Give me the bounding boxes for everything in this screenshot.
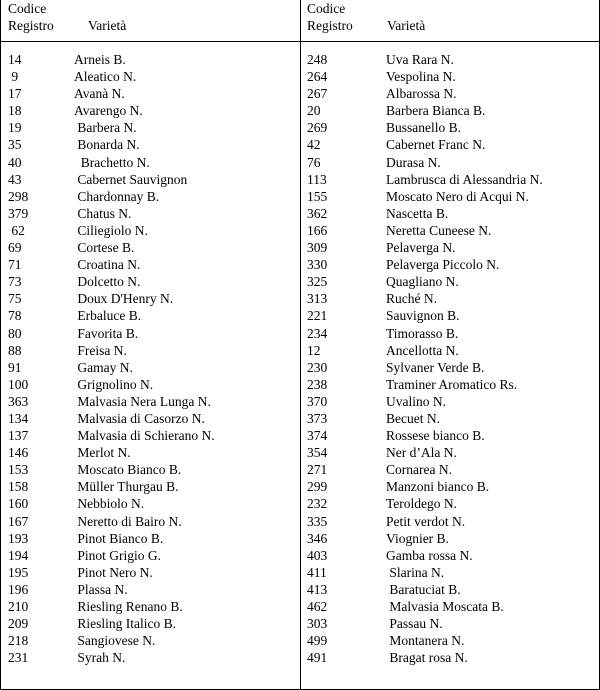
variety-name: Ruché N. [386, 291, 437, 307]
table-row [8, 102, 298, 119]
variety-name: Doux D'Henry N. [74, 291, 174, 307]
variety-name: Malvasia Nera Lunga N. [74, 393, 211, 409]
table-row [8, 410, 298, 427]
register-code: 20 [307, 103, 321, 119]
variety-name: Albarossa N. [386, 86, 457, 102]
table-row [8, 444, 298, 461]
table-row [307, 171, 597, 188]
register-code: 325 [307, 274, 328, 290]
register-code: 158 [8, 479, 29, 495]
table-row [8, 530, 298, 547]
register-code: 313 [307, 291, 328, 307]
register-code: 491 [307, 650, 328, 666]
table-row [307, 51, 597, 68]
register-code: 269 [307, 120, 328, 136]
register-code: 230 [307, 359, 328, 375]
table-row [307, 68, 597, 85]
register-code: 155 [307, 188, 328, 204]
table-row [307, 513, 597, 530]
table-row [8, 632, 298, 649]
register-code: 42 [307, 137, 321, 153]
register-code: 76 [307, 154, 321, 170]
table-row [8, 615, 298, 632]
register-code: 167 [8, 513, 29, 529]
register-code: 403 [307, 547, 328, 563]
table-row [307, 495, 597, 512]
left-column-rows [8, 51, 298, 666]
table-row [307, 581, 597, 598]
variety-name: Grignolino N. [74, 376, 154, 392]
register-code: 210 [8, 599, 29, 614]
variety-name: Sangiovese N. [74, 633, 156, 649]
variety-name: Plassa N. [74, 581, 128, 597]
right-code-header-line1: Codice [307, 1, 346, 16]
variety-name: Neretto di Bairo N. [74, 513, 182, 529]
register-code: 153 [8, 462, 29, 478]
table-row [8, 547, 298, 564]
table-row [8, 222, 298, 239]
variety-name: Gamba rossa N. [386, 547, 473, 563]
register-code: 363 [8, 393, 29, 409]
register-code: 18 [8, 103, 22, 119]
variety-name: Avarengo N. [74, 103, 143, 119]
variety-name: Sylvaner Verde B. [386, 359, 485, 375]
register-code: 373 [307, 410, 328, 426]
variety-name: Müller Thurgau B. [74, 479, 179, 495]
register-code: 238 [307, 376, 328, 392]
table-row [307, 119, 597, 136]
variety-name: Cabernet Sauvignon [74, 171, 188, 187]
table-row [307, 632, 597, 649]
register-code: 137 [8, 428, 29, 444]
right-code-header-line2: Registro [307, 18, 353, 33]
variety-name: Freisa N. [74, 342, 127, 358]
table-row [307, 598, 597, 615]
left-code-header-line2: Registro [8, 18, 54, 33]
table-row [8, 376, 298, 393]
register-code: 298 [8, 188, 29, 204]
variety-name: Uva Rara N. [386, 52, 454, 67]
variety-name: Brachetto N. [74, 154, 150, 170]
column-divider [300, 0, 301, 689]
variety-name: Riesling Renano B. [74, 599, 183, 614]
table-row [8, 495, 298, 512]
table-row [307, 649, 597, 666]
register-code: 309 [307, 240, 328, 256]
variety-name: Malvasia Moscata B. [386, 599, 504, 614]
variety-name: Uvalino N. [386, 393, 446, 409]
register-code: 40 [8, 154, 22, 170]
variety-name: Gamay N. [74, 359, 133, 375]
register-code: 218 [8, 633, 29, 649]
register-code: 248 [307, 52, 328, 67]
table-row [307, 222, 597, 239]
table-row [307, 205, 597, 222]
table-row [307, 102, 597, 119]
register-code: 411 [307, 564, 327, 580]
register-code: 146 [8, 445, 29, 461]
register-code: 14 [8, 52, 22, 67]
variety-name: Pinot Grigio G. [74, 547, 162, 563]
variety-name: Pelaverga Piccolo N. [386, 257, 500, 273]
variety-name: Quagliano N. [386, 274, 459, 290]
table-row [307, 393, 597, 410]
variety-name: Teroldego N. [386, 496, 458, 512]
table-row [307, 410, 597, 427]
table-row [307, 273, 597, 290]
register-code: 9 [8, 69, 19, 85]
variety-name: Baratuciat B. [386, 581, 461, 597]
register-code: 362 [307, 205, 328, 221]
table-row [307, 444, 597, 461]
variety-name: Syrah N. [74, 650, 126, 666]
table-row [8, 461, 298, 478]
register-code: 209 [8, 616, 29, 632]
register-code: 271 [307, 462, 328, 478]
table-row [8, 136, 298, 153]
register-code: 35 [8, 137, 22, 153]
table-row [8, 307, 298, 324]
variety-name: Aleatico N. [74, 69, 137, 85]
table-row [8, 273, 298, 290]
variety-name: Lambrusca di Alessandria N. [386, 171, 543, 187]
register-code: 330 [307, 257, 328, 273]
register-code: 196 [8, 581, 29, 597]
right-code-header [307, 0, 377, 34]
register-code: 100 [8, 376, 29, 392]
register-code: 232 [307, 496, 328, 512]
table-row [307, 376, 597, 393]
table-row [8, 513, 298, 530]
table-row [8, 68, 298, 85]
register-code: 335 [307, 513, 328, 529]
table-row [307, 478, 597, 495]
right-column-rows [307, 51, 597, 666]
variety-name: Ciliegiolo N. [74, 222, 148, 238]
register-code: 166 [307, 222, 328, 238]
variety-name: Viognier B. [386, 530, 449, 546]
register-code: 80 [8, 325, 22, 341]
variety-name: Arneis B. [74, 52, 126, 67]
variety-name: Nebbiolo N. [74, 496, 145, 512]
variety-name: Erbaluce B. [74, 308, 142, 324]
table-row [307, 154, 597, 171]
register-code: 231 [8, 650, 29, 666]
table-row [8, 649, 298, 666]
register-code: 370 [307, 393, 328, 409]
register-code: 195 [8, 564, 29, 580]
variety-name: Chatus N. [74, 205, 132, 221]
register-code: 71 [8, 257, 22, 273]
table-row [8, 205, 298, 222]
register-code: 354 [307, 445, 328, 461]
variety-name: Traminer Aromatico Rs. [386, 376, 518, 392]
variety-name: Favorita B. [74, 325, 139, 341]
register-code: 12 [307, 342, 321, 358]
variety-name: Neretta Cuneese N. [386, 222, 492, 238]
variety-name: Sauvignon B. [386, 308, 460, 324]
table-row [8, 154, 298, 171]
variety-name: Cortese B. [74, 240, 135, 256]
variety-name: Bussanello B. [386, 120, 462, 136]
variety-name: Barbera N. [74, 120, 137, 136]
table-row [8, 393, 298, 410]
table-row [8, 188, 298, 205]
variety-name: Becuet N. [386, 410, 440, 426]
variety-name: Cornarea N. [386, 462, 452, 478]
variety-name: Barbera Bianca B. [386, 103, 486, 119]
table-row [8, 256, 298, 273]
header-rule [1, 41, 599, 42]
register-code: 88 [8, 342, 22, 358]
variety-name: Rossese bianco B. [386, 428, 485, 444]
variety-name: Malvasia di Schierano N. [74, 428, 215, 444]
table-row [307, 307, 597, 324]
table-row [8, 427, 298, 444]
variety-name: Pinot Bianco B. [74, 530, 164, 546]
variety-name: Cabernet Franc N. [386, 137, 486, 153]
register-code: 221 [307, 308, 328, 324]
register-code: 234 [307, 325, 328, 341]
register-code: 69 [8, 240, 22, 256]
variety-name: Passau N. [386, 616, 443, 632]
table-row [8, 85, 298, 102]
table-row [307, 85, 597, 102]
table-row [8, 581, 298, 598]
table-row [8, 359, 298, 376]
register-code: 462 [307, 599, 328, 614]
variety-name: Slarina N. [386, 564, 445, 580]
left-variety-header: Varietà [88, 18, 127, 33]
register-code: 91 [8, 359, 22, 375]
variety-name: Durasa N. [386, 154, 441, 170]
table-row [307, 427, 597, 444]
variety-name: Pinot Nero N. [74, 564, 153, 580]
variety-name: Chardonnay B. [74, 188, 160, 204]
table-row [307, 615, 597, 632]
table-row [307, 359, 597, 376]
register-code: 303 [307, 616, 328, 632]
register-code: 62 [8, 222, 25, 238]
register-code: 75 [8, 291, 22, 307]
register-code: 113 [307, 171, 327, 187]
table-row [307, 290, 597, 307]
table-row [307, 239, 597, 256]
variety-name: Dolcetto N. [74, 274, 141, 290]
table-row [8, 564, 298, 581]
table-row [307, 461, 597, 478]
variety-name: Timorasso B. [386, 325, 459, 341]
register-code: 193 [8, 530, 29, 546]
variety-name: Bonarda N. [74, 137, 140, 153]
table-row [8, 342, 298, 359]
register-code: 194 [8, 547, 29, 563]
register-code: 267 [307, 86, 328, 102]
variety-name: Nascetta B. [386, 205, 449, 221]
register-code: 374 [307, 428, 328, 444]
table-row [8, 51, 298, 68]
variety-name: Manzoni bianco B. [386, 479, 490, 495]
table-row [307, 547, 597, 564]
table-row [8, 119, 298, 136]
register-code: 379 [8, 205, 29, 221]
variety-name: Petit verdot N. [386, 513, 466, 529]
table-row [307, 256, 597, 273]
right-variety-header: Varietà [387, 18, 426, 33]
table-row [307, 530, 597, 547]
variety-name: Montanera N. [386, 633, 465, 649]
left-code-header-line1: Codice [8, 1, 47, 16]
register-code: 19 [8, 120, 22, 136]
register-code: 160 [8, 496, 29, 512]
register-code: 264 [307, 69, 328, 85]
variety-name: Moscato Nero di Acqui N. [386, 188, 529, 204]
variety-name: Malvasia di Casorzo N. [74, 410, 205, 426]
register-code: 299 [307, 479, 328, 495]
table-row [8, 239, 298, 256]
register-code: 499 [307, 633, 328, 649]
left-code-header [8, 0, 78, 34]
register-code: 17 [8, 86, 22, 102]
table-row [8, 598, 298, 615]
variety-name: Vespolina N. [386, 69, 456, 85]
table-row [307, 136, 597, 153]
table-row [307, 342, 597, 359]
register-code: 73 [8, 274, 22, 290]
variety-name: Ner d’Ala N. [386, 445, 457, 461]
table-row [307, 564, 597, 581]
variety-name: Riesling Italico B. [74, 616, 176, 632]
variety-name: Merlot N. [74, 445, 131, 461]
table-row [8, 290, 298, 307]
variety-name: Bragat rosa N. [386, 650, 468, 666]
register-code: 78 [8, 308, 22, 324]
table-row [8, 325, 298, 342]
variety-name: Pelaverga N. [386, 240, 456, 256]
register-code: 134 [8, 410, 29, 426]
variety-name: Avanà N. [74, 86, 125, 102]
register-code: 43 [8, 171, 22, 187]
table-row [307, 188, 597, 205]
table-row [307, 325, 597, 342]
register-code: 346 [307, 530, 328, 546]
variety-name: Moscato Bianco B. [74, 462, 182, 478]
variety-name: Croatina N. [74, 257, 141, 273]
table-row [8, 171, 298, 188]
table-row [8, 478, 298, 495]
register-code: 413 [307, 581, 328, 597]
variety-name: Ancellotta N. [386, 342, 459, 358]
